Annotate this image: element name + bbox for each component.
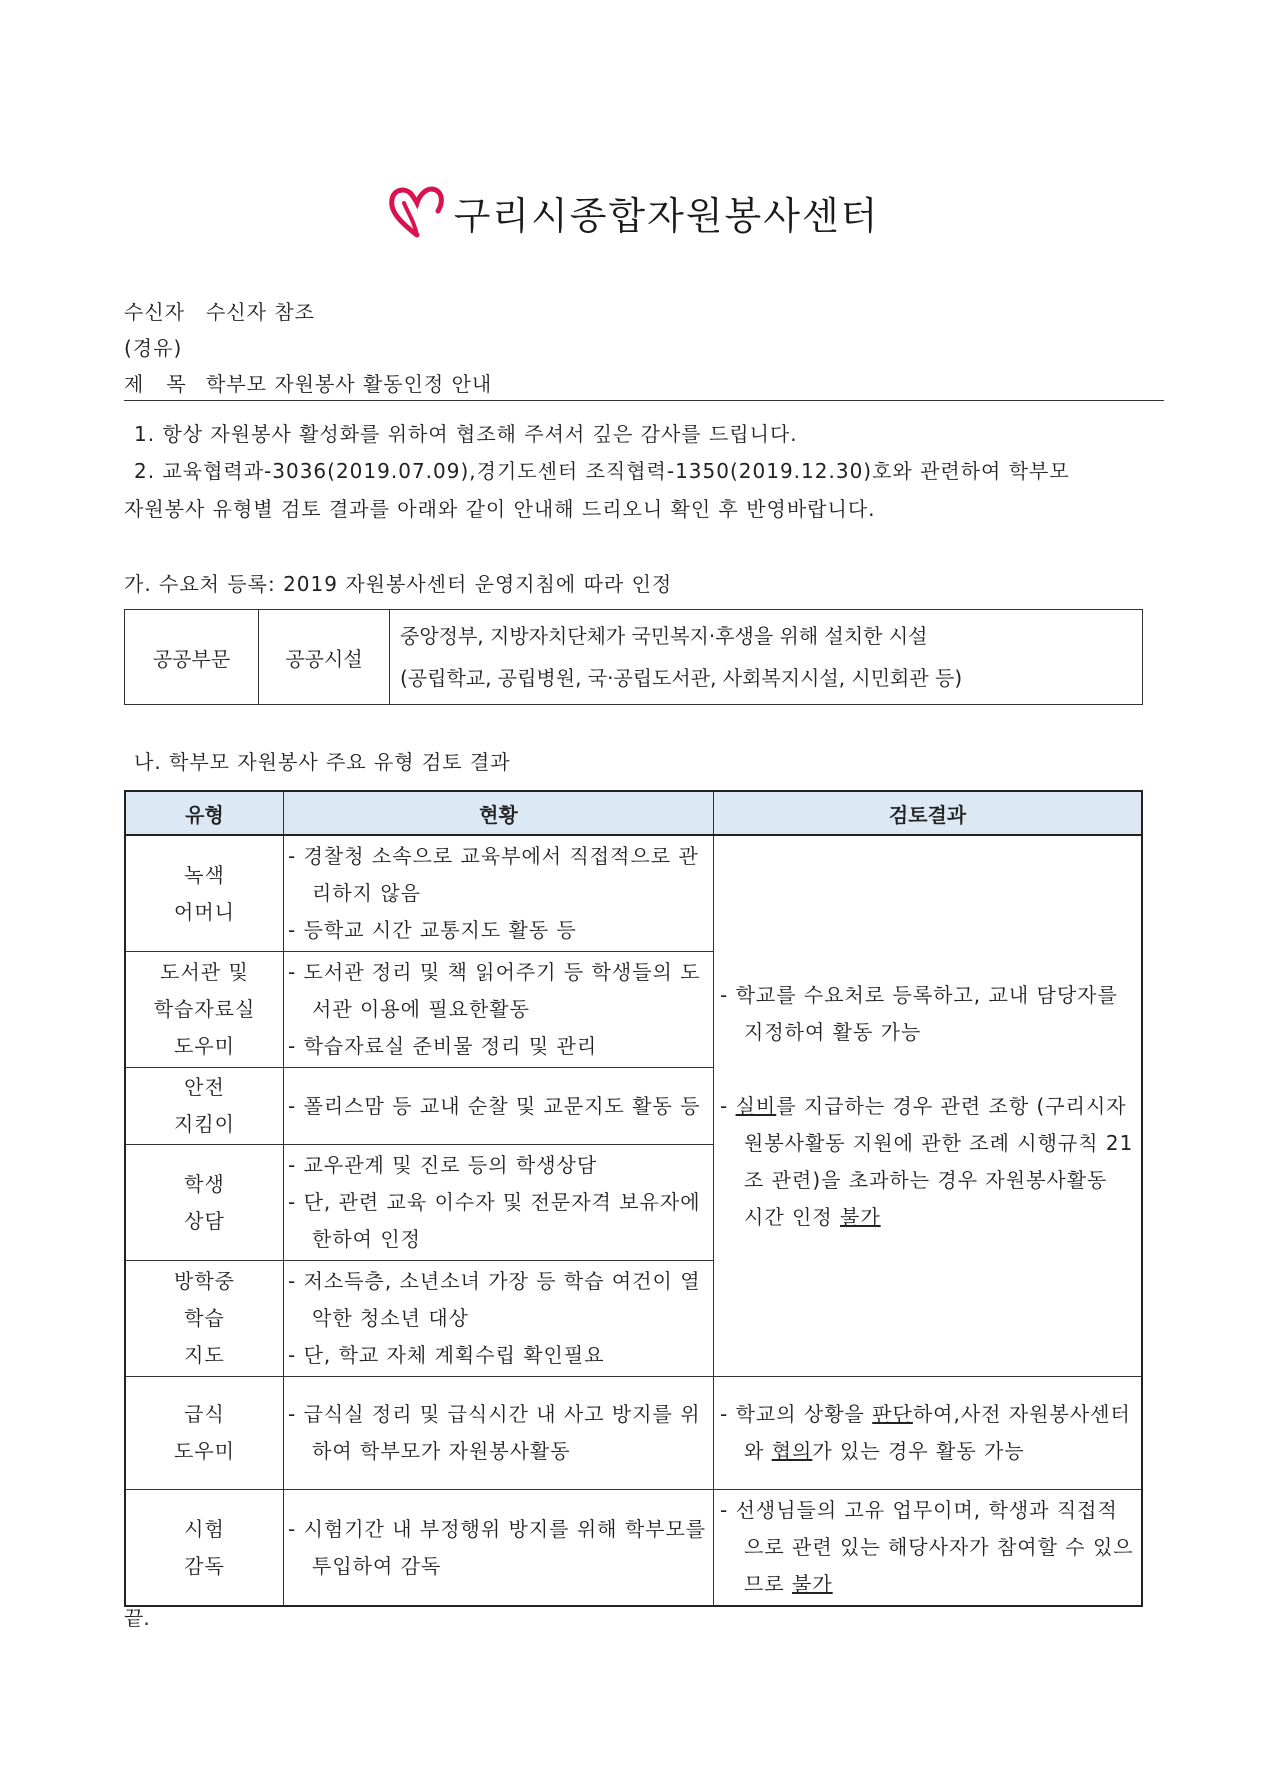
status-item: - 경찰청 소속으로 교육부에서 직접적으로 관리하지 않음 xyxy=(288,844,699,905)
status-item: - 학습자료실 준비물 정리 및 관리 xyxy=(288,1034,598,1058)
result-text: 불가 xyxy=(840,1204,881,1229)
result-text: 실비 xyxy=(735,1093,777,1118)
type-text: 시험 xyxy=(184,1516,225,1541)
subject-line xyxy=(124,368,492,397)
result-text: - 선생님들의 고유 업무이며, 학생과 직접적으로 관련 있는 해당사자가 참여할 수 있으므로 xyxy=(720,1498,1134,1596)
header-result: 검토결과 xyxy=(714,791,1143,835)
result-item xyxy=(720,1396,1135,1470)
status-cell xyxy=(284,1145,714,1261)
status-cell xyxy=(284,835,714,952)
type-text: 상담 xyxy=(184,1208,225,1233)
status-cell xyxy=(284,1068,714,1145)
status-item: - 폴리스맘 등 교내 순찰 및 교문지도 활동 등 xyxy=(288,1093,701,1118)
recipient-label: 수신자 xyxy=(124,300,185,324)
type-text: 안전 xyxy=(184,1075,225,1099)
status-item: - 단, 학교 자체 계획수립 확인필요 xyxy=(288,1343,605,1367)
status-item: - 저소득층, 소년소녀 가장 등 학습 여건이 열악한 청소년 대상 xyxy=(288,1269,701,1330)
table-row xyxy=(125,1490,1142,1607)
result-text: 하여,사전 자원봉사센터와 xyxy=(744,1402,1131,1463)
type-cell xyxy=(125,1068,284,1145)
header-type: 유형 xyxy=(125,791,284,835)
type-text: 도우미 xyxy=(174,1034,235,1058)
result-text: 를 지급하는 경우 관련 조항 (구리시자원봉사활동 지원에 관한 조례 시행규칙 21조 관련)을 초과하는 경우 자원봉사활동 시간 인정 xyxy=(744,1093,1134,1229)
type-text: 학습 xyxy=(184,1306,225,1330)
status-cell xyxy=(284,1377,714,1490)
type-text: 감독 xyxy=(184,1553,225,1578)
subject-value: 학부모 자원봉사 활동인정 안내 xyxy=(206,372,493,396)
category-cell: 공공부문 xyxy=(125,610,259,705)
type-text: 지킴이 xyxy=(174,1112,235,1136)
status-cell xyxy=(284,1261,714,1377)
paragraph-1: 1. 항상 자원봉사 활성화를 위하여 협조해 주셔서 깊은 감사를 드립니다. xyxy=(134,422,798,446)
review-results-table xyxy=(124,790,1143,1607)
paragraph-2-line-2: 자원봉사 유형별 검토 결과를 아래와 같이 안내해 드리오니 확인 후 반영바랍니다. xyxy=(124,497,876,521)
table-row xyxy=(125,835,1142,952)
type-text: 지도 xyxy=(184,1343,225,1367)
paragraph-2-line-1: 2. 교육협력과-3036(2019.07.09),경기도센터 조직협력-1350(2019.12.30)호와 관련하여 학부모 xyxy=(134,459,1070,483)
status-item: - 교우관계 및 진로 등의 학생상담 xyxy=(288,1153,598,1177)
type-text: 방학중 xyxy=(174,1269,235,1293)
type-text: 학습자료실 xyxy=(153,997,256,1021)
status-cell xyxy=(284,1490,714,1607)
result-item xyxy=(720,1088,1135,1236)
type-cell xyxy=(125,1377,284,1490)
description-cell xyxy=(390,610,1143,705)
organization-name: 구리시종합자원봉사센터 xyxy=(453,193,880,238)
result-cell-general xyxy=(714,835,1143,1377)
section-a-heading: 가. 수요처 등록: 2019 자원봉사센터 운영지침에 따라 인정 xyxy=(124,572,673,596)
type-text: 도우미 xyxy=(174,1439,235,1463)
status-cell xyxy=(284,952,714,1068)
recipient-value: 수신자 참조 xyxy=(206,300,315,324)
status-item: - 도서관 정리 및 책 읽어주기 등 학생들의 도서관 이용에 필요한활동 xyxy=(288,960,701,1021)
type-cell xyxy=(125,835,284,952)
type-text: 학생 xyxy=(184,1171,225,1196)
status-item: - 단, 관련 교육 이수자 및 전문자격 보유자에 한하여 인정 xyxy=(288,1190,701,1251)
type-cell xyxy=(125,1145,284,1261)
type-text: 급식 xyxy=(184,1402,225,1426)
result-text: 협의 xyxy=(771,1439,813,1463)
result-item: - 학교를 수요처로 등록하고, 교내 담당자를 지정하여 활동 가능 xyxy=(720,982,1118,1044)
result-text: 가 있는 경우 활동 가능 xyxy=(812,1439,1025,1463)
subject-label: 제 목 xyxy=(124,372,187,396)
table-header-row xyxy=(125,791,1142,835)
status-item: - 급식실 정리 및 급식시간 내 사고 방지를 위하여 학부모가 자원봉사활동 xyxy=(288,1402,701,1463)
type-text: 어머니 xyxy=(174,899,235,924)
result-cell-meal xyxy=(714,1377,1143,1490)
recipient-line xyxy=(124,296,315,325)
result-text: 판단 xyxy=(872,1402,913,1426)
type-text: 도서관 및 xyxy=(160,960,249,984)
type-text: 녹색 xyxy=(184,862,225,887)
result-item xyxy=(720,1492,1135,1603)
result-text: 불가 xyxy=(792,1572,833,1596)
description-line-1: 중앙정부, 지방자치단체가 국민복지·후생을 위해 설치한 시설 xyxy=(400,624,928,648)
header-status: 현황 xyxy=(284,791,714,835)
status-item: - 등학교 시간 교통지도 활동 등 xyxy=(288,918,577,942)
type-cell xyxy=(125,952,284,1068)
heart-logo-icon xyxy=(386,183,448,241)
subcategory-cell: 공공시설 xyxy=(259,610,390,705)
table-row xyxy=(125,610,1143,705)
type-cell xyxy=(125,1261,284,1377)
closing-mark: 끝. xyxy=(124,1606,150,1630)
result-text: - 학교의 상황을 xyxy=(720,1402,873,1426)
description-line-2: (공립학교, 공립병원, 국·공립도서관, 사회복지시설, 시민회관 등) xyxy=(400,666,963,690)
demand-registration-table xyxy=(124,609,1143,705)
letterhead xyxy=(0,182,1265,242)
status-item: - 시험기간 내 부정행위 방지를 위해 학부모를 투입하여 감독 xyxy=(288,1516,707,1578)
via-line: (경유) xyxy=(124,336,183,360)
section-b-heading: 나. 학부모 자원봉사 주요 유형 검토 결과 xyxy=(134,750,511,774)
table-row xyxy=(125,1377,1142,1490)
header-divider xyxy=(124,400,1164,401)
result-text: - xyxy=(720,1093,736,1118)
result-cell-exam xyxy=(714,1490,1143,1607)
type-cell xyxy=(125,1490,284,1607)
